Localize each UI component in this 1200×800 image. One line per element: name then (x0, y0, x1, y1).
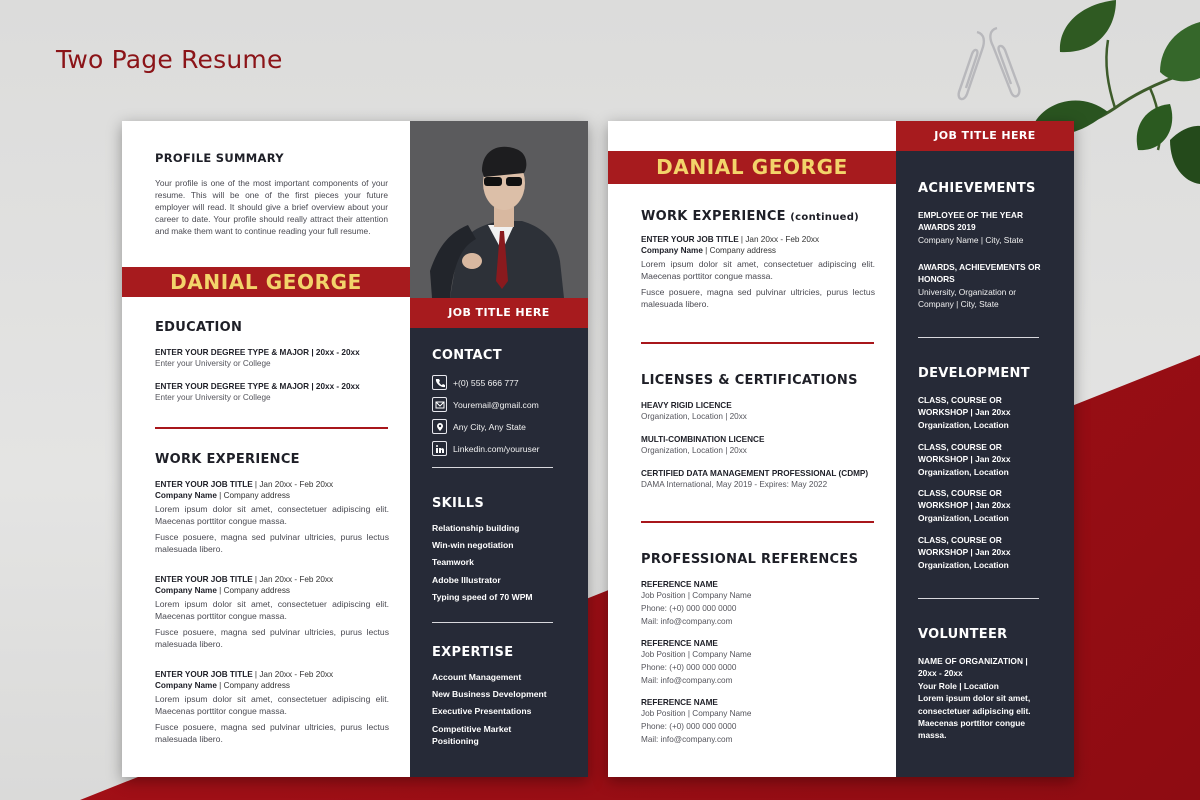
company-name: Company Name (155, 681, 217, 690)
reference-mail: Mail: info@company.com (641, 617, 733, 626)
course-line3: Organization, Location (918, 466, 1009, 477)
license-item (641, 435, 891, 457)
reference-phone: Phone: (+0) 000 000 0000 (641, 722, 737, 731)
company-name: Company Name (155, 586, 217, 595)
reference-position: Job Position | Company Name (641, 709, 752, 718)
paper-clip-icon (985, 24, 1025, 104)
job-desc: Lorem ipsum dolor sit amet, consectetuer adipiscing elit. Maecenas porttitor congue massa. (155, 599, 389, 622)
contact-phone[interactable] (432, 375, 519, 390)
course-line1: CLASS, COURSE OR (918, 535, 1002, 545)
degree-title: ENTER YOUR DEGREE TYPE & MAJOR (155, 382, 310, 391)
education-item (155, 382, 395, 404)
contact-heading: CONTACT (432, 348, 502, 363)
profile-photo (410, 121, 588, 298)
expertise-item: Account Management (432, 672, 522, 682)
volunteer-item (918, 655, 1048, 742)
job-desc: Fusce posuere, magna sed pulvinar ultricies, purus lectus malesuada libero. (155, 626, 389, 649)
section-divider (641, 342, 874, 344)
work-heading: WORK EXPERIENCE (155, 452, 300, 467)
profile-text: Your profile is one of the most important components of your resume. This will be one of the first pieces your future employer will read. It should give a brief overview about your career to date. Your profile should really attract their attention and make them want to continue reading your full resume. (155, 178, 388, 237)
reference-name: REFERENCE NAME (641, 639, 718, 648)
reference-position: Job Position | Company Name (641, 591, 752, 600)
work-item (155, 670, 389, 745)
section-divider (432, 622, 553, 623)
course-line3: Organization, Location (918, 559, 1009, 570)
education-item (155, 348, 395, 370)
license-title: CERTIFIED DATA MANAGEMENT PROFESSIONAL (CDMP) (641, 469, 869, 478)
section-divider (432, 467, 553, 468)
skill-item: Relationship building (432, 523, 520, 533)
reference-mail: Mail: info@company.com (641, 735, 733, 744)
company-name: Company Name (641, 246, 703, 255)
resume-page-1 (122, 121, 588, 777)
expertise-item: Competitive Market (432, 723, 512, 734)
volunteer-org: NAME OF ORGANIZATION | (918, 656, 1028, 666)
achievement-item (918, 209, 1063, 246)
volunteer-heading: VOLUNTEER (918, 627, 1008, 642)
page1-main-column (122, 121, 410, 777)
development-item (918, 534, 1058, 571)
profile-heading: PROFILE SUMMARY (155, 151, 284, 165)
resume-page-2 (608, 121, 1074, 777)
job-desc: Lorem ipsum dolor sit amet, consectetuer adipiscing elit. Maecenas porttitor congue massa. (155, 504, 389, 527)
expertise-item: New Business Development (432, 689, 547, 700)
company-name: Company Name (155, 491, 217, 500)
job-date: | Jan 20xx - Feb 20xx (738, 235, 820, 244)
references-heading: PROFESSIONAL REFERENCES (641, 552, 859, 567)
degree-school: Enter your University or College (155, 393, 271, 402)
work-item (155, 575, 389, 650)
achievement-sub: Company Name | City, State (918, 234, 1024, 245)
job-title-band: JOB TITLE HERE (410, 298, 588, 328)
expertise-list (432, 669, 582, 747)
work-heading-suffix: (continued) (790, 212, 860, 223)
license-item (641, 469, 891, 491)
achievement-item (918, 261, 1050, 311)
reference-item (641, 580, 881, 628)
section-divider (918, 337, 1039, 338)
section-divider (641, 521, 874, 523)
course-line3: Organization, Location (918, 512, 1009, 523)
development-heading: DEVELOPMENT (918, 366, 1030, 381)
contact-linkedin[interactable] (432, 441, 539, 456)
education-heading: EDUCATION (155, 320, 243, 335)
course-line2: WORKSHOP | Jan 20xx (918, 454, 1011, 465)
achievement-sub: University, Organization or Company | City, State (918, 286, 1017, 310)
course-line2: WORKSHOP | Jan 20xx (918, 547, 1011, 558)
skill-item: Adobe Illustrator (432, 574, 501, 585)
reference-name: REFERENCE NAME (641, 580, 718, 589)
development-item (918, 487, 1058, 524)
phone-icon (432, 375, 447, 390)
job-date: | Jan 20xx - Feb 20xx (252, 480, 334, 489)
licenses-heading: LICENSES & CERTIFICATIONS (641, 373, 858, 388)
license-sub: Organization, Location | 20xx (641, 412, 747, 421)
work-heading: WORK EXPERIENCE (641, 209, 786, 224)
job-desc: Fusce posuere, magna sed pulvinar ultricies, purus lectus malesuada libero. (641, 286, 875, 309)
job-title: ENTER YOUR JOB TITLE (155, 480, 253, 489)
linkedin-icon (432, 441, 447, 456)
contact-location (432, 419, 526, 434)
company-address: | Company address (216, 491, 291, 500)
contact-linkedin-text: Linkedin.com/youruser (453, 443, 540, 454)
course-line3: Organization, Location (918, 419, 1009, 430)
mail-icon (432, 397, 447, 412)
expertise-item: Executive Presentations (432, 706, 532, 717)
degree-school: Enter your University or College (155, 359, 271, 368)
job-desc: Fusce posuere, magna sed pulvinar ultricies, purus lectus malesuada libero. (155, 721, 389, 744)
section-divider (918, 598, 1039, 599)
showcase-title: Two Page Resume (56, 45, 283, 74)
development-item (918, 441, 1058, 478)
volunteer-role: Your Role | Location (918, 680, 999, 691)
reference-phone: Phone: (+0) 000 000 0000 (641, 604, 737, 613)
section-divider (155, 427, 388, 429)
job-date: | Jan 20xx - Feb 20xx (252, 670, 334, 679)
company-address: | Company address (216, 681, 291, 690)
job-title: ENTER YOUR JOB TITLE (155, 670, 253, 679)
skill-item: Win-win negotiation (432, 540, 514, 551)
course-line1: CLASS, COURSE OR (918, 395, 1002, 405)
course-line1: CLASS, COURSE OR (918, 442, 1002, 452)
degree-date: | 20xx - 20xx (309, 382, 360, 391)
job-desc: Fusce posuere, magna sed pulvinar ultricies, purus lectus malesuada libero. (155, 531, 389, 554)
skill-item: Typing speed of 70 WPM (432, 591, 533, 602)
contact-phone-text: +(0) 555 666 777 (453, 377, 519, 388)
skills-list (432, 520, 582, 606)
achievement-title: EMPLOYEE OF THE YEAR (918, 210, 1024, 220)
job-title-band: JOB TITLE HERE (896, 121, 1074, 151)
volunteer-text: Lorem ipsum dolor sit amet, consectetuer adipiscing elit. Maecenas porttitor congue massa. (918, 693, 1031, 741)
reference-name: REFERENCE NAME (641, 698, 718, 707)
reference-mail: Mail: info@company.com (641, 676, 733, 685)
volunteer-dates: 20xx - 20xx (918, 668, 963, 679)
achievement-title-2: HONORS (918, 274, 955, 285)
contact-email-text: Youremail@gmail.com (453, 399, 539, 410)
work-item (155, 480, 389, 555)
page2-main-column (608, 121, 896, 777)
job-desc: Lorem ipsum dolor sit amet, consectetuer adipiscing elit. Maecenas porttitor congue massa. (641, 259, 875, 282)
reference-item (641, 698, 881, 746)
job-date: | Jan 20xx - Feb 20xx (252, 575, 334, 584)
job-title: ENTER YOUR JOB TITLE (155, 575, 253, 584)
name-band: DANIAL GEORGE (122, 267, 410, 297)
skill-item: Teamwork (432, 557, 474, 568)
portrait-illustration (410, 121, 588, 298)
achievement-title: AWARDS, ACHIEVEMENTS OR (918, 262, 1041, 272)
contact-email[interactable] (432, 397, 539, 412)
license-item (641, 401, 891, 423)
achievements-heading: ACHIEVEMENTS (918, 181, 1036, 196)
job-desc: Lorem ipsum dolor sit amet, consectetuer adipiscing elit. Maecenas porttitor congue massa. (155, 694, 389, 717)
work-item (641, 235, 875, 310)
reference-phone: Phone: (+0) 000 000 0000 (641, 663, 737, 672)
company-address: | Company address (702, 246, 777, 255)
expertise-heading: EXPERTISE (432, 645, 514, 660)
license-title: HEAVY RIGID LICENCE (641, 401, 732, 410)
name-band: DANIAL GEORGE (608, 151, 896, 184)
course-line2: WORKSHOP | Jan 20xx (918, 407, 1011, 418)
degree-date: | 20xx - 20xx (309, 348, 360, 357)
job-title: ENTER YOUR JOB TITLE (641, 235, 739, 244)
development-item (918, 394, 1058, 431)
achievement-title-2: AWARDS 2019 (918, 222, 976, 233)
location-icon (432, 419, 447, 434)
license-sub: DAMA International, May 2019 - Expires: May 2022 (641, 480, 828, 489)
license-title: MULTI-COMBINATION LICENCE (641, 435, 765, 444)
license-sub: Organization, Location | 20xx (641, 446, 747, 455)
work-continued-heading (641, 207, 859, 225)
course-line2: WORKSHOP | Jan 20xx (918, 500, 1011, 511)
company-address: | Company address (216, 586, 291, 595)
reference-position: Job Position | Company Name (641, 650, 752, 659)
skills-heading: SKILLS (432, 496, 485, 511)
reference-item (641, 639, 881, 687)
contact-location-text: Any City, Any State (453, 421, 526, 432)
course-line1: CLASS, COURSE OR (918, 488, 1002, 498)
expertise-item: Positioning (432, 735, 479, 746)
degree-title: ENTER YOUR DEGREE TYPE & MAJOR (155, 348, 310, 357)
